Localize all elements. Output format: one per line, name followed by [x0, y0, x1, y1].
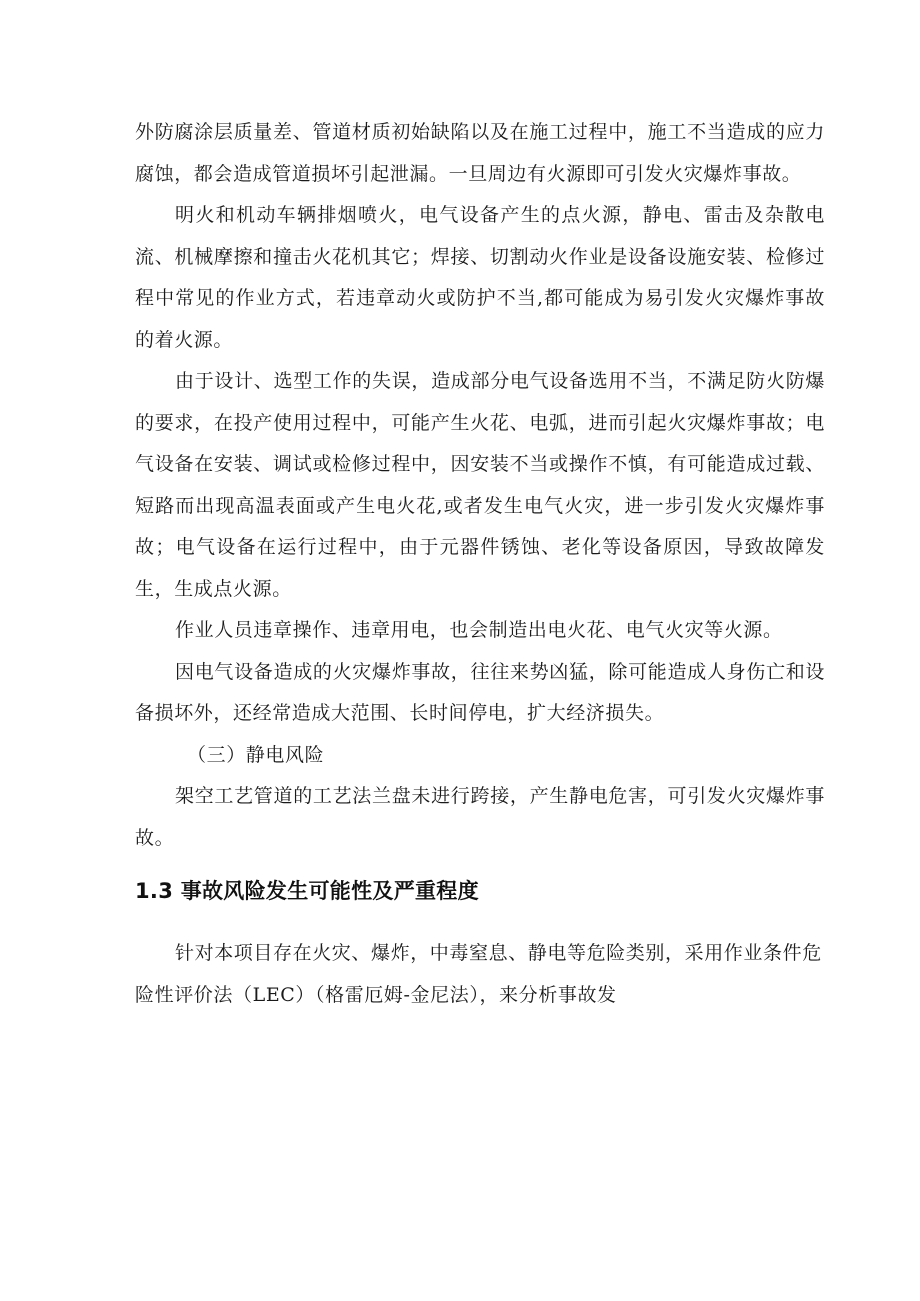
paragraph-lec-method: 针对本项目存在火灾、爆炸，中毒窒息、静电等危险类别，采用作业条件危险性评价法（LEC）（格雷厄姆-金尼法），来分析事故发: [135, 942, 822, 1006]
document-body: [135, 112, 825, 1016]
paragraph-pipeline-corrosion: 外防腐涂层质量差、管道材质初始缺陷以及在施工过程中，施工不当造成的应力腐蚀，都会造成管道损坏引起泄漏。一旦周边有火源即可引发火灾爆炸事故。: [135, 121, 825, 185]
paragraph-electrical-equipment: 由于设计、选型工作的失误，造成部分电气设备选用不当，不满足防火防爆的要求，在投产使用过程中，可能产生火花、电弧，进而引起火灾爆炸事故；电气设备在安装、调试或检修过程中，因安装不当或操作不慎，有可能造成过载、短路而出现高温表面或产生电火花,或者发生电气火灾，进一步引发火灾爆炸事故；电气设备在运行过程中，由于元器件锈蚀、老化等设备原因，导致故障发生，生成点火源。: [135, 370, 825, 600]
paragraph-static-risk: 架空工艺管道的工艺法兰盘未进行跨接，产生静电危害，可引发火灾爆炸事故。: [135, 785, 825, 849]
paragraph-ignition-sources: 明火和机动车辆排烟喷火，电气设备产生的点火源，静电、雷击及杂散电流、机械摩擦和撞击火花机其它；焊接、切割动火作业是设备设施安装、检修过程中常见的作业方式，若违章动火或防护不当,都可能成为易引发火灾爆炸事故的着火源。: [135, 204, 825, 351]
subsection-title-static-risk: （三）静电风险: [187, 743, 325, 766]
section-heading: 1.3 事故风险发生可能性及严重程度: [135, 879, 479, 903]
paragraph-operator-violations: 作业人员违章操作、违章用电，也会制造出电火花、电气火灾等火源。: [175, 619, 783, 641]
paragraph-electrical-accidents: 因电气设备造成的火灾爆炸事故，往往来势凶猛，除可能造成人身伤亡和设备损坏外，还经常造成大范围、长时间停电，扩大经济损失。: [135, 660, 825, 724]
